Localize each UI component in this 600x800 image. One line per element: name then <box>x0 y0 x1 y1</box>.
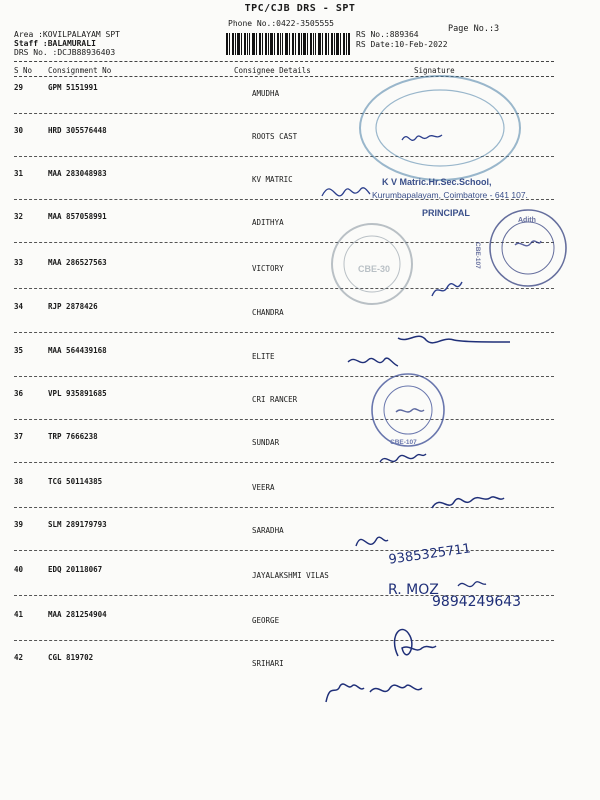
kv-school-stamp-line1: K V Matric.Hr.Sec.School, <box>382 177 492 187</box>
list-item <box>0 565 600 609</box>
drs-number: DRS No. :DCJB88936403 <box>14 48 116 57</box>
row-divider <box>14 376 554 377</box>
row-consignment-no: TCG 50114385 <box>48 477 103 486</box>
rs-date: RS Date:10-Feb-2022 <box>356 40 448 49</box>
list-item <box>0 432 600 476</box>
row-consignment-no: VPL 935891685 <box>48 389 107 398</box>
row-sno: 38 <box>14 477 24 486</box>
handwritten-name-row40: R. MOZ <box>388 582 439 598</box>
row-consignment-no: MAA 281254904 <box>48 610 107 619</box>
area-label: Area :KOVILPALAYAM SPT <box>14 30 120 39</box>
row-divider <box>14 462 554 463</box>
row-consignee: ELITE <box>252 352 275 361</box>
row-sno: 31 <box>14 169 24 178</box>
row-consignee: ADITHYA <box>252 218 284 227</box>
row-sno: 30 <box>14 126 24 135</box>
row-consignment-no: TRP 7666238 <box>48 432 98 441</box>
row-divider <box>14 113 554 114</box>
row-sno: 36 <box>14 389 24 398</box>
row-consignee: GEORGE <box>252 616 280 625</box>
row-consignee: SARADHA <box>252 526 284 535</box>
row-sno: 42 <box>14 653 24 662</box>
row-divider <box>14 640 554 641</box>
col-header-consignment: Consignment No <box>48 66 112 75</box>
header-divider-bottom <box>14 76 554 77</box>
row-divider <box>14 332 554 333</box>
row-consignment-no: EDQ 20118067 <box>48 565 103 574</box>
row-divider <box>14 199 554 200</box>
barcode-image <box>226 33 350 55</box>
row-divider <box>14 156 554 157</box>
row-consignment-no: HRD 305576448 <box>48 126 107 135</box>
list-item <box>0 346 600 390</box>
adithya-stamp-name: Adith <box>518 217 536 224</box>
list-item <box>0 520 600 564</box>
row-consignee: CHANDRA <box>252 308 284 317</box>
row-consignee: KV MATRIC <box>252 175 293 184</box>
row-divider <box>14 288 554 289</box>
row-consignee: SRIHARI <box>252 659 284 668</box>
list-item <box>0 389 600 433</box>
row-consignment-no: CGL 819702 <box>48 653 94 662</box>
document-title: TPC/CJB DRS - SPT <box>244 3 356 14</box>
col-header-consignee: Consignee Details <box>234 66 311 75</box>
row-consignment-no: SLM 289179793 <box>48 520 107 529</box>
handwritten-phone-row40: 9894249643 <box>432 594 522 610</box>
row-divider <box>14 550 554 551</box>
row-consignment-no: GPM 5151991 <box>48 83 98 92</box>
staff-label: Staff :BALAMURALI <box>14 39 96 48</box>
col-header-sno: S No <box>14 66 33 75</box>
row-sno: 32 <box>14 212 24 221</box>
row-sno: 33 <box>14 258 24 267</box>
list-item <box>0 83 600 127</box>
list-item <box>0 258 600 302</box>
page-number: Page No.:3 <box>448 24 500 34</box>
row-consignee: JAYALAKSHMI VILAS <box>252 571 329 580</box>
rs-number: RS No.:889364 <box>356 30 419 39</box>
row-divider <box>14 419 554 420</box>
row-sno: 41 <box>14 610 24 619</box>
row-consignee: CRI RANCER <box>252 395 298 404</box>
list-item <box>0 212 600 256</box>
row-sno: 40 <box>14 565 24 574</box>
row-divider <box>14 507 554 508</box>
row-sno: 37 <box>14 432 24 441</box>
list-item <box>0 302 600 346</box>
row-consignment-no: MAA 286527563 <box>48 258 107 267</box>
row-consignee: VICTORY <box>252 264 284 273</box>
row-sno: 35 <box>14 346 24 355</box>
row-consignee: VEERA <box>252 483 275 492</box>
phone-number: Phone No.:0422-3505555 <box>228 19 334 28</box>
col-header-signature: Signature <box>414 66 455 75</box>
list-item <box>0 653 600 697</box>
row-consignee: ROOTS CAST <box>252 132 298 141</box>
row-consignee: SUNDAR <box>252 438 280 447</box>
cbe30-stamp-code: CBE-30 <box>358 264 391 274</box>
row-consignee: AMUDHA <box>252 89 280 98</box>
row-sno: 39 <box>14 520 24 529</box>
kv-school-stamp-line2: Kurumbapalayam, Coimbatore - 641 107. <box>372 190 528 200</box>
list-item <box>0 126 600 170</box>
row-consignment-no: MAA 283048983 <box>48 169 107 178</box>
row-sno: 34 <box>14 302 24 311</box>
list-item <box>0 477 600 521</box>
row-consignment-no: MAA 857058991 <box>48 212 107 221</box>
row-divider <box>14 242 554 243</box>
handwritten-phone-row39: 9385325711 <box>387 541 472 568</box>
row-sno: 29 <box>14 83 24 92</box>
row-consignment-no: RJP 2878426 <box>48 302 98 311</box>
list-item <box>0 169 600 213</box>
list-item <box>0 610 600 654</box>
header-divider-top <box>14 61 554 62</box>
kv-principal-stamp: PRINCIPAL <box>422 208 470 218</box>
row-consignment-no: MAA 564439168 <box>48 346 107 355</box>
cri-stamp-code: CBE-107 <box>390 439 417 446</box>
row-divider <box>14 595 554 596</box>
adithya-stamp-code: CBE-107 <box>474 242 481 269</box>
